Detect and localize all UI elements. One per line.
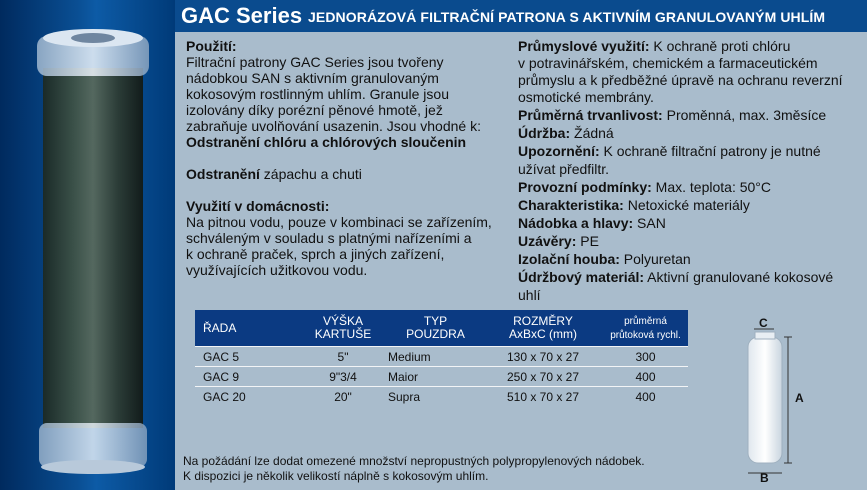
dimension-diagram xyxy=(738,315,808,485)
usage-heading: Použití: xyxy=(186,38,237,54)
dimension-label-c: C xyxy=(759,316,768,330)
spec-item: Uzávěry: PE xyxy=(518,233,599,249)
left-photo-panel xyxy=(0,0,175,490)
usage-line: kokosovým rostlinným uhlím. Granule jsou xyxy=(186,86,449,102)
table-row: GAC 9 9"3/4 Maior 250 x 70 x 27 400 xyxy=(195,367,688,387)
spec-item: uhlí xyxy=(518,287,541,303)
col-header-dimensions: ROZMĚRY AxBxC (mm) xyxy=(483,310,603,347)
left-column xyxy=(186,38,492,278)
chlorine-removal: Odstranění chlóru a chlórových sloučenin xyxy=(186,134,467,150)
spec-table xyxy=(195,310,688,406)
spec-item: Izolační houba: Polyuretan xyxy=(518,251,691,267)
usage-line: Filtrační patrony GAC Series jsou tvořeny xyxy=(186,54,444,70)
table-row: GAC 20 20" Supra 510 x 70 x 27 400 xyxy=(195,387,688,407)
spec-item: Provozní podmínky: Max. teplota: 50°C xyxy=(518,179,772,195)
spec-item: Údržba: Žádná xyxy=(518,125,614,141)
home-line: využívajících užitkovou vodu. xyxy=(186,262,368,278)
spec-item: Průměrná trvanlivost: Proměnná, max. 3měsíce xyxy=(518,107,827,123)
spec-item: Charakteristika: Netoxické materiály xyxy=(518,197,750,213)
industrial-use: Průmyslové využití: K ochraně proti chlóru v potravinářském, chemickém a farmaceutickém průmyslu a k předběžné úpravě na ochranu reverzní osmotické membrány. xyxy=(518,38,843,105)
spec-item: Nádobka a hlavy: SAN xyxy=(518,215,666,231)
spec-item: užívat předfiltr. xyxy=(518,161,610,177)
dimension-label-a: A xyxy=(795,391,804,405)
dimension-label-b: B xyxy=(760,471,769,485)
footer-note: Na požádání lze dodat omezené množství nepropustných polypropylenových nádobek. K dispozici je několik velikostí náplně s kokosovým uhlím. xyxy=(183,454,645,483)
spec-item: Upozornění: K ochraně filtrační patrony je nutné xyxy=(518,143,821,159)
col-header-series: ŘADA xyxy=(195,310,298,347)
usage-line: izolovány díky porézní pěnové hmotě, jež xyxy=(186,102,443,118)
product-title: GAC Series xyxy=(181,3,303,28)
table-row: GAC 5 5" Medium 130 x 70 x 27 300 xyxy=(195,347,688,367)
col-header-housing: TYP POUZDRA xyxy=(388,310,483,347)
col-header-height: VÝŠKA KARTUŠE xyxy=(298,310,388,347)
table-header-row xyxy=(195,310,688,347)
filter-cartridge-image xyxy=(37,28,149,475)
odor-removal: Odstranění zápachu a chuti xyxy=(186,166,362,182)
usage-line: zabraňuje uvolňování usazenin. Jsou vhodné k: xyxy=(186,118,481,134)
usage-line: nádobkou SAN s aktivním granulovaným xyxy=(186,70,439,86)
title-banner xyxy=(175,0,867,32)
spec-item: Údržbový materiál: Aktivní granulované kokosové xyxy=(518,269,834,285)
home-line: Na pitnou vodu, pouze v kombinaci se zařízením, xyxy=(186,214,492,230)
home-line: schváleným v souladu s platnými nařízeními a xyxy=(186,230,472,246)
product-subtitle: JEDNORÁZOVÁ FILTRAČNÍ PATRONA S AKTIVNÍM GRANULOVANÝM UHLÍM xyxy=(308,9,826,25)
home-line: k ochraně praček, sprch a jiných zařízení, xyxy=(186,246,445,262)
col-header-flow: průměrná průtoková rychl. xyxy=(603,310,688,347)
home-use-heading: Využití v domácnosti: xyxy=(186,198,330,214)
right-column xyxy=(518,38,843,304)
